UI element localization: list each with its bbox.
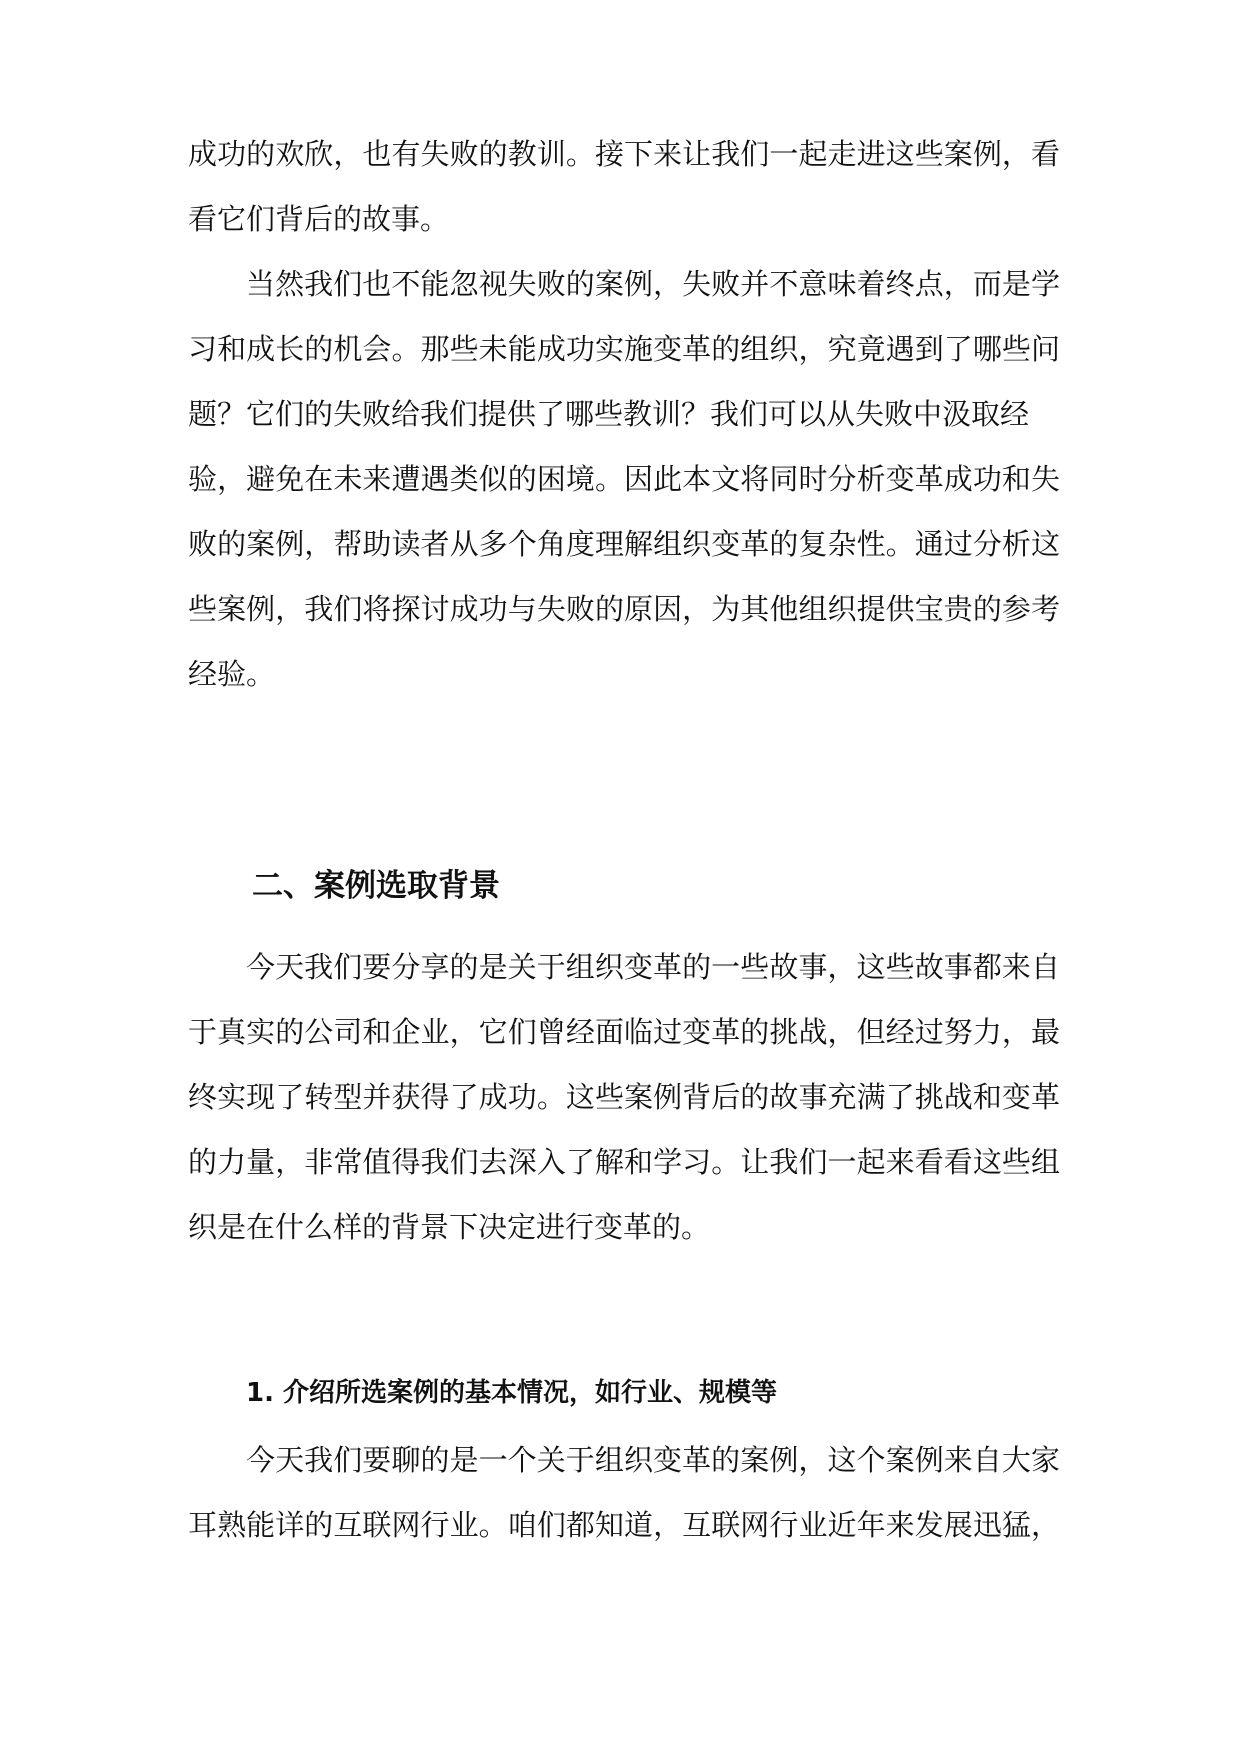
paragraph-1-line-1: 成功的欢欣，也有失败的教训。接下来让我们一起走进这些案例，看: [188, 137, 1060, 171]
subsection-heading: 1. 介绍所选案例的基本情况，如行业、规模等: [246, 1378, 778, 1408]
paragraph-2-line-7: 经验。: [188, 657, 276, 691]
paragraph-2-line-5: 败的案例，帮助读者从多个角度理解组织变革的复杂性。通过分析这: [188, 527, 1060, 561]
paragraph-2-line-3: 题？它们的失败给我们提供了哪些教训？我们可以从失败中汲取经: [188, 397, 1030, 431]
paragraph-2-line-4: 验，避免在未来遭遇类似的困境。因此本文将同时分析变革成功和失: [188, 462, 1060, 496]
paragraph-2-line-6: 些案例，我们将探讨成功与失败的原因，为其他组织提供宝贵的参考: [188, 592, 1060, 626]
paragraph-4-line-1: 今天我们要聊的是一个关于组织变革的案例，这个案例来自大家: [246, 1443, 1060, 1477]
paragraph-3-line-5: 织是在什么样的背景下决定进行变革的。: [188, 1210, 711, 1244]
paragraph-4-line-2: 耳熟能详的互联网行业。咱们都知道，互联网行业近年来发展迅猛，: [188, 1508, 1060, 1542]
paragraph-3-line-2: 于真实的公司和企业，它们曾经面临过变革的挑战，但经过努力，最: [188, 1015, 1060, 1049]
paragraph-3-line-3: 终实现了转型并获得了成功。这些案例背后的故事充满了挑战和变革: [188, 1080, 1060, 1114]
paragraph-3-line-1: 今天我们要分享的是关于组织变革的一些故事，这些故事都来自: [246, 950, 1060, 984]
paragraph-2-line-1: 当然我们也不能忽视失败的案例，失败并不意味着终点，而是学: [246, 267, 1060, 301]
paragraph-3-line-4: 的力量，非常值得我们去深入了解和学习。让我们一起来看看这些组: [188, 1145, 1060, 1179]
paragraph-1-line-2: 看它们背后的故事。: [188, 202, 450, 236]
paragraph-2-line-2: 习和成长的机会。那些未能成功实施变革的组织，究竟遇到了哪些问: [188, 332, 1060, 366]
section-heading: 二、案例选取背景: [252, 868, 500, 904]
